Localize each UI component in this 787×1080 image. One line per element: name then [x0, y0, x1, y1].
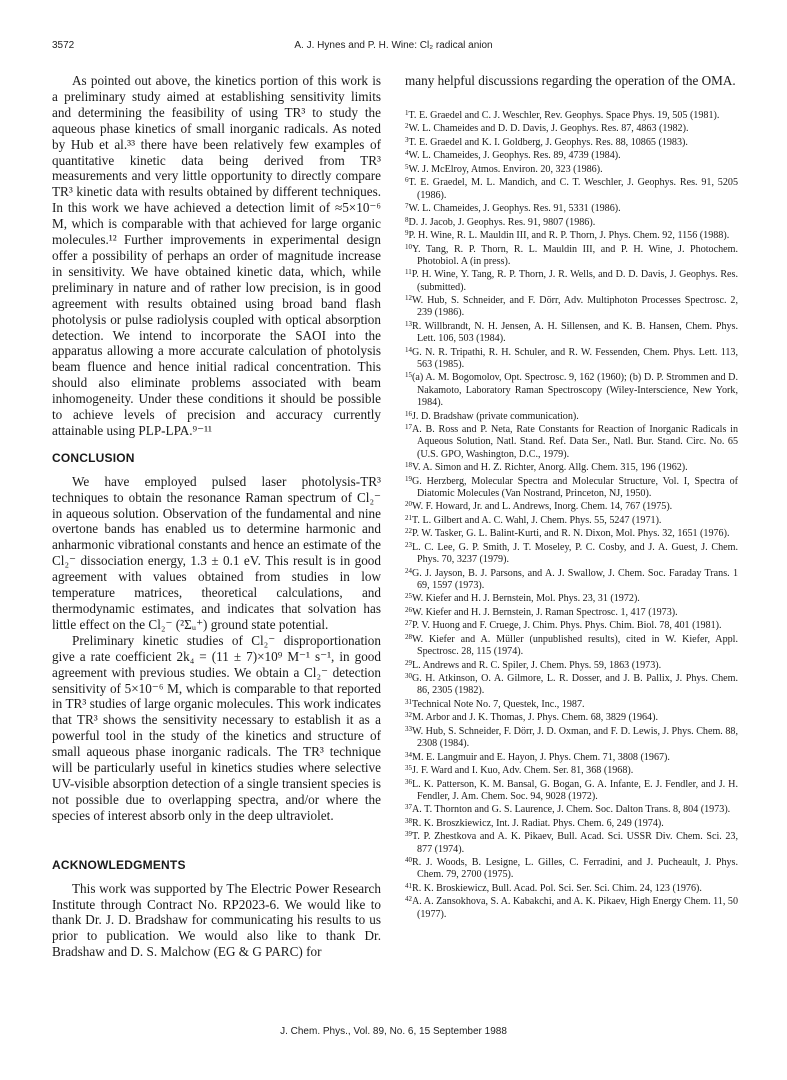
reference-item — [405, 804, 738, 816]
reference-number: 17 — [405, 423, 412, 432]
reference-number: 3 — [405, 135, 409, 144]
reference-item — [405, 699, 738, 711]
reference-number: 19 — [405, 474, 412, 483]
reference-text: T. E. Graedel and K. I. Goldberg, J. Geophys. Res. 88, 10865 (1983). — [408, 136, 688, 148]
reference-text: J. D. Bradshaw (private communication). — [412, 410, 579, 422]
reference-item — [405, 779, 738, 804]
reference-number: 12 — [405, 294, 412, 303]
reference-item — [405, 411, 738, 423]
reference-text: R. K. Broskiewicz, Bull. Acad. Pol. Sci. Ser. Sci. Chim. 24, 123 (1976). — [412, 882, 702, 894]
reference-item — [405, 347, 738, 372]
reference-item — [405, 217, 738, 229]
reference-item — [405, 726, 738, 751]
reference-text: W. F. Howard, Jr. and L. Andrews, Inorg. Chem. 14, 767 (1975). — [412, 501, 673, 513]
conclusion-heading: CONCLUSION — [52, 450, 135, 465]
discussion-paragraph: As pointed out above, the kinetics portion of this work is a preliminary study aimed at establishing sensitivity limits and determining the feasibility of using TR³ to study the aqueous phase kinetics of small inorganic radicals. As noted by Hub et al.³³ there have been relatively few examples of quantitative kinetic data being derived from TR³ measurements and very little opportunity to directly compare TR³ kinetic data with results obtained by different techniques. In this work we have achieved a detection limit of ≈5×10⁻⁶ M, which is comparable with that achieved for large organic molecules.¹² Further improvements in experimental design offer a possibility of perhaps an order of magnitude increase in sensitivity. We have obtained kinetic data, which, while preliminary in nature and of rather low precision, is in good agreement with results obtained using broad band flash photolysis or pulse radiolysis coupled with optical absorption detection. We intend to incorporate the SAOI into the apparatus allowing a more accurate calculation of photolysis beam fluence and hence initial radical concentration. This should also eliminate problems associated with beam inhomogeneity. Under these conditions it should be possible to achieve levels of precision and accuracy currently attainable using PLP-LPA.⁹⁻¹¹ — [52, 73, 381, 438]
reference-item — [405, 818, 738, 830]
reference-item — [405, 321, 738, 346]
reference-item — [405, 607, 738, 619]
reference-item — [405, 752, 738, 764]
reference-text: V. A. Simon and H. Z. Richter, Anorg. Allg. Chem. 315, 196 (1962). — [412, 462, 688, 474]
reference-item — [405, 660, 738, 672]
acknowledgments-paragraph: This work was supported by The Electric Power Research Institute through Contract No. RP2023-6. We would like to thank Dr. J. D. Bradshaw for communicating his results to us prior to publication. We would also like to thank Dr. Bradshaw and D. S. Malchow (EG & G PARC) for — [52, 880, 381, 960]
reference-text: M. Arbor and J. K. Thomas, J. Phys. Chem. 68, 3829 (1964). — [412, 712, 658, 724]
reference-number: 4 — [405, 149, 409, 158]
reference-text: J. F. Ward and I. Kuo, Adv. Chem. Ser. 81, 368 (1968). — [412, 765, 634, 777]
reference-number: 34 — [405, 750, 412, 759]
reference-text: Y. Tang, R. P. Thorn, R. L. Mauldin III, and P. H. Wine, J. Photochem. Photobiol. A (in press). — [412, 243, 738, 267]
reference-text: A. B. Ross and P. Neta, Rate Constants for Reaction of Inorganic Radicals in Aqueous Solution, Natl. Stand. Ref. Data Ser., Natl. Bur. Stand. Circ. No. 65 (U.S. GPO, Washington, D.C., 1979). — [412, 424, 738, 460]
reference-item — [405, 137, 738, 149]
reference-text: W. Kiefer and A. Müller (unpublished results), cited in W. Kiefer, Appl. Spectrosc. 28, 115 (1974). — [412, 633, 738, 658]
reference-text: G. N. R. Tripathi, R. H. Schuler, and R. W. Fessenden, Chem. Phys. Lett. 113, 563 (1985). — [412, 346, 738, 370]
reference-item — [405, 620, 738, 632]
reference-number: 36 — [405, 777, 412, 786]
reference-number: 25 — [405, 592, 412, 601]
reference-text: Technical Note No. 7, Questek, Inc., 1987. — [412, 698, 585, 710]
reference-number: 8 — [405, 215, 409, 224]
reference-item — [405, 896, 738, 921]
reference-text: T. L. Gilbert and A. C. Wahl, J. Chem. Phys. 55, 5247 (1971). — [412, 514, 662, 526]
page-header — [40, 40, 747, 54]
reference-item — [405, 593, 738, 605]
reference-item — [405, 372, 738, 409]
reference-number: 30 — [405, 672, 412, 681]
reference-number: 20 — [405, 500, 412, 509]
reference-text: W. Hub, S. Schneider, and F. Dörr, Adv. Multiphoton Processes Spectrosc. 2, 239 (1986). — [412, 295, 738, 319]
reference-item — [405, 857, 738, 882]
reference-text: A. T. Thornton and G. S. Laurence, J. Chem. Soc. Dalton Trans. 8, 804 (1973). — [412, 804, 731, 816]
reference-text: W. L. Chameides and D. D. Davis, J. Geophys. Res. 87, 4863 (1982). — [408, 123, 689, 135]
reference-item — [405, 831, 738, 856]
right-column — [405, 73, 738, 922]
reference-text: P. H. Wine, R. L. Mauldin III, and R. P. Thorn, J. Phys. Chem. 92, 1156 (1988). — [408, 230, 730, 242]
reference-item — [405, 634, 738, 659]
reference-number: 35 — [405, 764, 412, 773]
reference-item — [405, 883, 738, 895]
left-column — [52, 73, 381, 960]
reference-number: 27 — [405, 619, 412, 628]
reference-text: P. V. Huong and F. Cruege, J. Chim. Phys. Phys. Chim. Biol. 78, 401 (1981). — [412, 620, 722, 632]
reference-number: 41 — [405, 881, 412, 890]
reference-number: 26 — [405, 605, 412, 614]
reference-item — [405, 203, 738, 215]
reference-text: L. Andrews and R. C. Spiler, J. Chem. Phys. 59, 1863 (1973). — [412, 659, 662, 671]
page-number: 3572 — [52, 40, 75, 51]
reference-number: 22 — [405, 527, 412, 536]
reference-list — [405, 110, 738, 921]
journal-footer: J. Chem. Phys., Vol. 89, No. 6, 15 September 1988 — [280, 1026, 507, 1037]
reference-item — [405, 501, 738, 513]
reference-number: 23 — [405, 540, 412, 549]
reference-text: W. Hub, S. Schneider, F. Dörr, J. D. Oxman, and F. D. Lewis, J. Phys. Chem. 88, 2308 (1984). — [412, 725, 738, 750]
reference-number: 13 — [405, 319, 412, 328]
reference-text: D. J. Jacob, J. Geophys. Res. 91, 9807 (1986). — [408, 216, 596, 228]
reference-item — [405, 164, 738, 176]
reference-number: 29 — [405, 658, 412, 667]
reference-number: 2 — [405, 122, 409, 131]
reference-number: 40 — [405, 856, 412, 865]
reference-number: 1 — [405, 108, 409, 117]
reference-number: 14 — [405, 345, 412, 354]
reference-item — [405, 424, 738, 461]
reference-number: 24 — [405, 566, 412, 575]
reference-item — [405, 269, 738, 294]
reference-number: 39 — [405, 830, 412, 839]
reference-number: 32 — [405, 711, 412, 720]
reference-number: 15 — [405, 371, 412, 380]
reference-number: 37 — [405, 803, 412, 812]
reference-number: 42 — [405, 895, 412, 904]
reference-item — [405, 476, 738, 501]
conclusion-paragraph-2: Preliminary kinetic studies of Cl₂⁻ disproportionation give a rate coefficient 2k₄ = (11 ± 7)×10⁹ M⁻¹ s⁻¹, in good agreement with previous studies. We obtain a Cl₂⁻ detection sensitivity of 5×10⁻⁶ M, which is comparable to that reported in TR³ studies of large organic molecules. This work indicates that TR³ shows the sensitivity necessary to establish it as a powerful tool in the study of the kinetics and structure of small aqueous phase inorganic radicals. The TR³ technique will be particularly useful in kinetics studies where selective UV-visible absorption detection of a single transient species is not possible due to overlapping spectra, and/or where the species of interest absorb only in the deep ultraviolet. — [52, 632, 381, 823]
reference-item — [405, 765, 738, 777]
reference-item — [405, 177, 738, 202]
reference-text: T. P. Zhestkova and A. K. Pikaev, Bull. Acad. Sci. USSR Div. Chem. Sci. 23, 877 (1974). — [412, 831, 738, 855]
reference-text: P. H. Wine, Y. Tang, R. P. Thorn, J. R. Wells, and D. D. Davis, J. Geophys. Res. (submitted). — [411, 269, 738, 293]
reference-text: R. K. Broszkiewicz, Int. J. Radiat. Phys. Chem. 6, 249 (1974). — [412, 817, 664, 829]
reference-text: A. A. Zansokhova, S. A. Kabakchi, and A. K. Pikaev, High Energy Chem. 11, 50 (1977). — [412, 896, 738, 920]
reference-number: 38 — [405, 816, 412, 825]
reference-text: R. Willbrandt, N. H. Jensen, A. H. Sillensen, and K. B. Hansen, Chem. Phys. Lett. 106, 503 (1984). — [412, 320, 738, 345]
reference-item — [405, 110, 738, 122]
reference-item — [405, 673, 738, 698]
reference-item — [405, 568, 738, 593]
reference-number: 21 — [405, 513, 412, 522]
reference-item — [405, 150, 738, 162]
reference-text: W. Kiefer and H. J. Bernstein, J. Raman Spectrosc. 1, 417 (1973). — [412, 606, 678, 618]
reference-text: R. J. Woods, B. Lesigne, L. Gilles, C. Ferradini, and J. Pucheault, J. Phys. Chem. 79, 2700 (1975). — [412, 857, 738, 881]
reference-number: 28 — [405, 632, 412, 641]
reference-text: G. J. Jayson, B. J. Parsons, and A. J. Swallow, J. Chem. Soc. Faraday Trans. 1 69, 1597 (1973). — [412, 567, 738, 591]
reference-text: T. E. Graedel, M. L. Mandich, and C. T. Weschler, J. Geophys. Res. 91, 5205 (1986). — [408, 177, 738, 201]
reference-text: T. E. Graedel and C. J. Weschler, Rev. Geophys. Space Phys. 19, 505 (1981). — [408, 109, 720, 121]
reference-number: 10 — [405, 242, 412, 251]
reference-number: 5 — [405, 162, 409, 171]
reference-number: 18 — [405, 461, 412, 470]
reference-text: W. J. McElroy, Atmos. Environ. 20, 323 (1986). — [408, 163, 603, 175]
reference-text: M. E. Langmuir and E. Hayon, J. Phys. Chem. 71, 3808 (1967). — [412, 751, 670, 763]
reference-number: 11 — [405, 268, 412, 277]
reference-item — [405, 244, 738, 269]
reference-item — [405, 542, 738, 567]
reference-number: 31 — [405, 697, 412, 706]
reference-number: 7 — [405, 202, 409, 211]
reference-item — [405, 295, 738, 320]
reference-item — [405, 462, 738, 474]
acknowledgments-heading: ACKNOWLEDGMENTS — [52, 857, 186, 872]
conclusion-paragraph-1: We have employed pulsed laser photolysis-TR³ techniques to obtain the resonance Raman spectrum of Cl₂⁻ in aqueous solution. Observation of the fundamental and nine overtone bands has enabled us to determine harmonic and anharmonic vibrational constants and hence an estimate of the Cl₂⁻ dissociation energy, 1.3 ± 0.1 eV. This result is in good agreement with values obtained from studies in low temperature matrices, theoretical calculations, and thermodynamic estimates, and indicates that solvation has little effect on the Cl₂⁻ (²Σᵤ⁺) ground state potential. — [52, 473, 381, 632]
reference-text: (a) A. M. Bogomolov, Opt. Spectrosc. 9, 162 (1960); (b) D. P. Strommen and D. Nakamoto, Laboratory Raman Spectroscopy (Wiley-Interscience, New York, 1984). — [412, 372, 738, 409]
acknowledgments-continuation: many helpful discussions regarding the operation of the OMA. — [405, 73, 736, 88]
reference-text: L. C. Lee, G. P. Smith, J. T. Moseley, P. C. Cosby, and J. A. Guest, J. Chem. Phys. 70, 3237 (1979). — [412, 541, 738, 566]
reference-item — [405, 528, 738, 540]
reference-item — [405, 123, 738, 135]
reference-item — [405, 515, 738, 527]
reference-number: 9 — [405, 229, 409, 238]
reference-text: W. L. Chameides, J. Geophys. Res. 91, 5331 (1986). — [408, 203, 621, 215]
running-title: A. J. Hynes and P. H. Wine: Cl₂ radical anion — [294, 40, 493, 51]
reference-number: 16 — [405, 409, 412, 418]
reference-text: L. K. Patterson, K. M. Bansal, G. Bogan, G. A. Infante, E. J. Fendler, and J. H. Fendler, J. Am. Chem. Soc. 94, 9028 (1972). — [412, 778, 738, 802]
reference-number: 6 — [405, 176, 409, 185]
reference-text: W. L. Chameides, J. Geophys. Res. 89, 4739 (1984). — [408, 150, 621, 162]
reference-number: 33 — [405, 724, 412, 733]
reference-item — [405, 712, 738, 724]
reference-text: W. Kiefer and H. J. Bernstein, Mol. Phys. 23, 31 (1972). — [412, 593, 640, 605]
reference-text: P. W. Tasker, G. L. Balint-Kurti, and R. N. Dixon, Mol. Phys. 32, 1651 (1976). — [412, 528, 730, 540]
reference-item — [405, 230, 738, 242]
reference-text: G. H. Atkinson, O. A. Gilmore, L. R. Dosser, and J. B. Pallix, J. Phys. Chem. 86, 2305 (1982). — [412, 673, 738, 697]
reference-text: G. Herzberg, Molecular Spectra and Molecular Structure, Vol. I, Spectra of Diatomic Molecules (Van Nostrand, Princeton, NJ, 1950). — [412, 475, 738, 499]
